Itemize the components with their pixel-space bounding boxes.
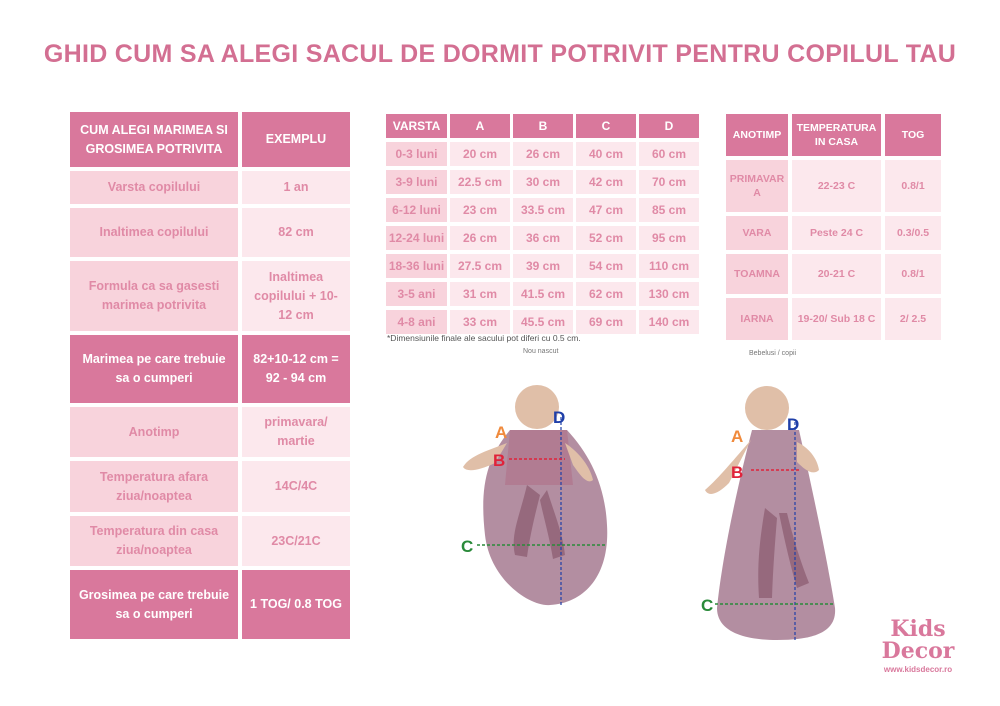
table-cell: 22.5 cm: [450, 170, 510, 194]
label-d: D: [787, 415, 800, 434]
logo-line-2: Decor: [881, 638, 955, 664]
kids-sleep-sack-illustration: [697, 378, 847, 648]
table-cell: 27.5 cm: [450, 254, 510, 278]
row-label: Marimea pe care trebuie sa o cumperi: [70, 335, 238, 403]
table-row: [386, 310, 702, 334]
table-cell: 40 cm: [576, 142, 636, 166]
header-cell: A: [450, 114, 510, 138]
header-cell: CUM ALEGI MARIMEA SI GROSIMEA POTRIVITA: [70, 112, 238, 167]
table-row: [70, 461, 350, 512]
header-cell: ANOTIMP: [726, 114, 788, 156]
table-cell: 70 cm: [639, 170, 699, 194]
table-cell: 47 cm: [576, 198, 636, 222]
label-c: C: [701, 596, 714, 615]
table-cell: Peste 24 C: [792, 216, 881, 250]
table-row: [70, 171, 350, 204]
table-row: [386, 170, 702, 194]
table-row: [70, 335, 350, 403]
table-row: [70, 208, 350, 257]
row-value: 82 cm: [242, 208, 350, 257]
table-row: [386, 254, 702, 278]
table-cell: 22-23 C: [792, 160, 881, 212]
table-row: [726, 254, 945, 294]
table-cell: 6-12 luni: [386, 198, 447, 222]
table-cell: 110 cm: [639, 254, 699, 278]
label-c: C: [461, 537, 474, 556]
newborn-sleep-sack-illustration: [455, 375, 625, 615]
table-cell: 41.5 cm: [513, 282, 573, 306]
dimensions-note: *Dimensiunile finale ale sacului pot diferi cu 0.5 cm.: [387, 333, 581, 343]
table-cell: 54 cm: [576, 254, 636, 278]
row-value: 82+10-12 cm = 92 - 94 cm: [242, 335, 350, 403]
table-cell: 0.8/1: [885, 254, 941, 294]
table-cell: 31 cm: [450, 282, 510, 306]
table-cell: 140 cm: [639, 310, 699, 334]
header-cell: TOG: [885, 114, 941, 156]
table-cell: 39 cm: [513, 254, 573, 278]
child-head: [745, 386, 789, 430]
table-row: [726, 160, 945, 212]
table-cell: 20-21 C: [792, 254, 881, 294]
table-cell: 62 cm: [576, 282, 636, 306]
table-header: [386, 114, 702, 138]
kids-caption: Bebelusi / copii: [749, 350, 797, 357]
logo-line-1: Kids: [890, 616, 946, 642]
kids-decor-logo: [878, 618, 958, 674]
table-cell: 18-36 luni: [386, 254, 447, 278]
label-a: A: [495, 423, 508, 442]
table-cell: PRIMAVAR A: [726, 160, 788, 212]
table-cell: VARA: [726, 216, 788, 250]
row-value: 14C/4C: [242, 461, 350, 512]
table-row: [70, 407, 350, 457]
row-label: Grosimea pe care trebuie sa o cumperi: [70, 570, 238, 639]
table-row: [70, 570, 350, 639]
row-value: primavara/ martie: [242, 407, 350, 457]
table-row: [386, 142, 702, 166]
table-cell: TOAMNA: [726, 254, 788, 294]
table-cell: 4-8 ani: [386, 310, 447, 334]
table-cell: 42 cm: [576, 170, 636, 194]
table-cell: 33.5 cm: [513, 198, 573, 222]
table-row: [726, 298, 945, 340]
label-d: D: [553, 408, 566, 427]
table-cell: 45.5 cm: [513, 310, 573, 334]
table-cell: 23 cm: [450, 198, 510, 222]
row-value: 1 an: [242, 171, 350, 204]
table-cell: 60 cm: [639, 142, 699, 166]
table-row: [70, 261, 350, 331]
table-header: [70, 112, 350, 167]
table-cell: 36 cm: [513, 226, 573, 250]
tog-table: [726, 114, 945, 344]
label-b: B: [493, 451, 506, 470]
table-cell: 30 cm: [513, 170, 573, 194]
table-cell: 26 cm: [450, 226, 510, 250]
table-cell: 95 cm: [639, 226, 699, 250]
row-label: Temperatura din casa ziua/noaptea: [70, 516, 238, 566]
table-cell: 2/ 2.5: [885, 298, 941, 340]
newborn-caption: Nou nascut: [523, 348, 559, 355]
header-cell: B: [513, 114, 573, 138]
row-label: Anotimp: [70, 407, 238, 457]
label-a: A: [731, 427, 744, 446]
table-cell: 12-24 luni: [386, 226, 447, 250]
table-cell: 3-5 ani: [386, 282, 447, 306]
row-value: 23C/21C: [242, 516, 350, 566]
table-cell: 3-9 luni: [386, 170, 447, 194]
header-cell: D: [639, 114, 699, 138]
header-cell: EXEMPLU: [242, 112, 350, 167]
table-cell: 20 cm: [450, 142, 510, 166]
table-cell: 0-3 luni: [386, 142, 447, 166]
row-value: Inaltimea copilului + 10-12 cm: [242, 261, 350, 331]
table-row: [386, 198, 702, 222]
table-row: [386, 282, 702, 306]
row-label: Formula ca sa gasesti marimea potrivita: [70, 261, 238, 331]
header-cell: VARSTA: [386, 114, 447, 138]
table-cell: 0.8/1: [885, 160, 941, 212]
page-title: GHID CUM SA ALEGI SACUL DE DORMIT POTRIVIT PENTRU COPILUL TAU: [43, 40, 957, 68]
table-cell: 85 cm: [639, 198, 699, 222]
header-cell: C: [576, 114, 636, 138]
table-cell: 33 cm: [450, 310, 510, 334]
table-cell: IARNA: [726, 298, 788, 340]
table-row: [386, 226, 702, 250]
table-cell: 52 cm: [576, 226, 636, 250]
row-label: Inaltimea copilului: [70, 208, 238, 257]
row-value: 1 TOG/ 0.8 TOG: [242, 570, 350, 639]
table-cell: 130 cm: [639, 282, 699, 306]
table-row: [726, 216, 945, 250]
logo-url: www.kidsdecor.ro: [883, 665, 953, 674]
table-header: [726, 114, 945, 156]
row-label: Varsta copilului: [70, 171, 238, 204]
size-dimensions-table: [386, 114, 702, 338]
table-row: [70, 516, 350, 566]
row-label: Temperatura afara ziua/noaptea: [70, 461, 238, 512]
table-cell: 69 cm: [576, 310, 636, 334]
table-cell: 19-20/ Sub 18 C: [792, 298, 881, 340]
table-cell: 0.3/0.5: [885, 216, 941, 250]
label-b: B: [731, 463, 744, 482]
table-cell: 26 cm: [513, 142, 573, 166]
size-guide-table: [70, 112, 350, 643]
header-cell: TEMPERATURA IN CASA: [792, 114, 881, 156]
